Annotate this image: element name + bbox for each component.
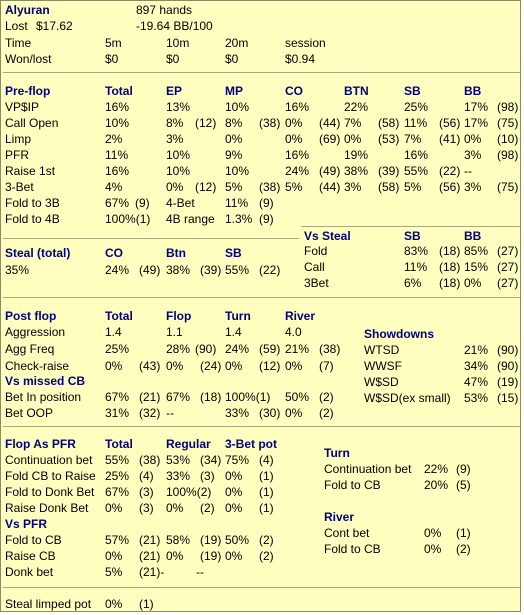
preflop-row-cell: 19%: [344, 148, 369, 162]
preflop-row-cell: 7%: [404, 132, 422, 146]
postflop-heading-cell: Total: [105, 309, 133, 323]
vs-steal-row-cell: (27): [497, 276, 519, 290]
preflop-row-cell: 55%: [404, 164, 429, 178]
flop-pfr-row-cell: (1): [259, 485, 274, 499]
flop-pfr-row-cell: (4): [139, 469, 154, 483]
preflop-row-cell: Fold to 3B: [5, 196, 60, 210]
preflop-row-cell: 0%: [166, 180, 184, 194]
flop-pfr-row-cell: 0%: [225, 485, 243, 499]
preflop-heading-cell: Total: [105, 84, 133, 98]
preflop-row-cell: 10%: [166, 148, 191, 162]
postflop-row-cell: 1.1: [166, 325, 183, 339]
preflop-row-cell: 16%: [285, 148, 310, 162]
river-row-cell: Cont bet: [324, 526, 370, 540]
postflop-heading-cell: Post flop: [5, 309, 57, 323]
postflop-row-cell: 1.4: [105, 325, 122, 339]
preflop-row-cell: 10%: [225, 164, 250, 178]
preflop-row-cell: 0%: [464, 132, 482, 146]
vs-pfr-row-cell: --: [196, 565, 204, 579]
steal-limped-row-cell: Steal limped pot: [5, 597, 92, 611]
vs-pfr-row-cell: (21): [139, 549, 161, 563]
vs-pfr-row-cell: (21)-: [139, 565, 165, 579]
won-row-cell: $0: [225, 52, 239, 66]
postflop-row-cell: 0%: [225, 359, 243, 373]
flop-pfr-row-cell: 67%: [105, 485, 130, 499]
showdowns-row-cell: WWSF: [364, 359, 402, 373]
preflop-row-cell: (12): [195, 116, 217, 130]
section-divider: [3, 238, 299, 239]
vs-pfr-row-cell: (2): [259, 549, 274, 563]
preflop-row-cell: (9): [135, 196, 150, 210]
preflop-row-cell: 16%: [404, 148, 429, 162]
preflop-row-cell: 0%: [285, 116, 303, 130]
preflop-row-cell: (22): [439, 164, 461, 178]
missed-cb-row-cell: (2): [319, 406, 334, 420]
preflop-row-cell: 3-Bet: [5, 180, 34, 194]
bb-per-100: -19.64 BB/100: [136, 19, 213, 33]
preflop-row-cell: VP$IP: [5, 100, 40, 114]
steal-row-cell: (22): [259, 263, 281, 277]
postflop-row-cell: 25%: [105, 342, 130, 356]
steal-heading-cell: Btn: [166, 246, 186, 260]
preflop-row-cell: (69): [319, 132, 341, 146]
preflop-row-cell: 0%: [344, 132, 362, 146]
vs-steal-row-cell: 15%: [464, 260, 489, 274]
steal-limped-row-cell: 0%: [105, 597, 123, 611]
preflop-row-cell: (44): [319, 116, 341, 130]
vs-pfr-row-cell: Donk bet: [5, 565, 54, 579]
turn-row-cell: (9): [456, 462, 471, 476]
preflop-row-cell: (38): [259, 116, 281, 130]
preflop-row-cell: (56): [439, 116, 461, 130]
flop-pfr-row-cell: 0%: [105, 501, 123, 515]
section-divider: [3, 72, 520, 73]
missed-cb-row-cell: 50%: [285, 390, 310, 404]
flop-pfr-row-cell: Fold CB to Raise: [5, 469, 96, 483]
preflop-row-cell: (98): [497, 148, 519, 162]
postflop-row-cell: (59): [259, 342, 281, 356]
preflop-row-cell: 10%: [166, 164, 191, 178]
preflop-row-cell: 11%: [404, 116, 428, 130]
flop-pfr-row-cell: 25%: [105, 469, 130, 483]
preflop-row-cell: 5%: [404, 180, 422, 194]
preflop-row-cell: 16%: [105, 164, 130, 178]
preflop-row-cell: 100%(1): [105, 212, 151, 226]
turn-row-cell: (5): [456, 478, 471, 492]
steal-row-cell: 38%: [166, 263, 191, 277]
preflop-row-cell: 16%: [285, 100, 310, 114]
preflop-row-cell: 22%: [344, 100, 369, 114]
postflop-row-cell: 4.0: [285, 325, 302, 339]
vs-steal-row-cell: Fold: [304, 244, 328, 258]
preflop-row-cell: 3%: [464, 180, 482, 194]
steal-heading-cell: Steal (total): [5, 246, 71, 260]
flop-pfr-row-cell: 0%: [225, 501, 243, 515]
preflop-heading-cell: EP: [166, 84, 183, 98]
preflop-row-cell: 8%: [166, 116, 184, 130]
time-row-cell: 10m: [166, 36, 190, 50]
postflop-row-cell: Aggression: [5, 325, 66, 339]
won-row-cell: Won/lost: [5, 52, 52, 66]
river-row-cell: 0%: [424, 542, 442, 556]
preflop-row-cell: 17%: [464, 100, 489, 114]
flop-pfr-row-cell: 53%: [166, 453, 191, 467]
steal-row-cell: (49): [139, 263, 161, 277]
preflop-row-cell: (58): [378, 180, 400, 194]
vs-steal-row-cell: (18): [439, 244, 461, 258]
won-row-cell: $0.94: [285, 52, 316, 66]
river-row-cell: Fold to CB: [324, 542, 381, 556]
lost-amount: $17.62: [36, 19, 73, 33]
vs-steal-row-cell: (27): [497, 260, 519, 274]
preflop-row-cell: 5%: [285, 180, 303, 194]
flop-pfr-row-cell: 33%: [166, 469, 191, 483]
postflop-row-cell: (38): [319, 342, 341, 356]
postflop-row-cell: (7): [319, 359, 334, 373]
steal-row-cell: 24%: [105, 263, 130, 277]
postflop-row-cell: 28%: [166, 342, 191, 356]
missed-cb-heading: Vs missed CB: [5, 374, 86, 388]
preflop-row-cell: 11%: [105, 148, 129, 162]
preflop-row-cell: (41): [439, 132, 461, 146]
preflop-row-cell: (12): [195, 180, 217, 194]
preflop-row-cell: 0%: [285, 132, 303, 146]
missed-cb-row-cell: (2): [319, 390, 334, 404]
vs-pfr-row-cell: Fold to CB: [5, 533, 62, 547]
river-row-cell: 0%: [424, 526, 442, 540]
turn-row-cell: 20%: [424, 478, 449, 492]
preflop-row-cell: Fold to 4B: [5, 212, 60, 226]
vs-pfr-row-cell: 58%: [166, 533, 191, 547]
preflop-row-cell: 4B range: [166, 212, 215, 226]
won-row-cell: $0: [166, 52, 180, 66]
lost-label: Lost: [5, 19, 28, 33]
turn-row-cell: Fold to CB: [324, 478, 381, 492]
vs-pfr-row-cell: 0%: [225, 549, 243, 563]
turn-row-cell: 22%: [424, 462, 449, 476]
section-divider: [301, 226, 520, 227]
preflop-heading-cell: BTN: [344, 84, 369, 98]
won-row-cell: $0: [105, 52, 119, 66]
missed-cb-row-cell: 67%: [166, 390, 191, 404]
flop-pfr-row-cell: (3): [139, 485, 154, 499]
section-divider: [3, 297, 520, 298]
vs-steal-row-cell: Call: [304, 260, 325, 274]
preflop-row-cell: (75): [497, 180, 519, 194]
missed-cb-row-cell: Bet In position: [5, 390, 82, 404]
showdowns-row-cell: (90): [497, 359, 519, 373]
flop-pfr-row-cell: (1): [259, 469, 274, 483]
preflop-row-cell: 38%: [344, 164, 369, 178]
preflop-row-cell: 4%: [105, 180, 123, 194]
hands-count: 897 hands: [136, 3, 193, 17]
flop-pfr-row-cell: (34): [200, 453, 222, 467]
missed-cb-row-cell: (18): [200, 390, 222, 404]
showdowns-heading: Showdowns: [364, 327, 434, 341]
preflop-row-cell: 3%: [166, 132, 184, 146]
vs-steal-row-cell: 83%: [404, 244, 429, 258]
time-row-cell: 5m: [105, 36, 122, 50]
showdowns-row-cell: 21%: [464, 343, 489, 357]
river-heading: River: [324, 510, 355, 524]
flop-pfr-row-cell: (3): [139, 501, 154, 515]
postflop-row-cell: 24%: [225, 342, 250, 356]
preflop-row-cell: (9): [259, 212, 274, 226]
vs-steal-row-cell: 6%: [404, 276, 422, 290]
vs-pfr-row-cell: 0%: [105, 549, 123, 563]
showdowns-row-cell: (15): [497, 391, 519, 405]
preflop-row-cell: (49): [319, 164, 341, 178]
turn-row-cell: Continuation bet: [324, 462, 412, 476]
preflop-row-cell: 2%: [105, 132, 123, 146]
flop-pfr-row-cell: 100%(2): [166, 485, 212, 499]
postflop-row-cell: 21%: [285, 342, 310, 356]
flop-pfr-heading-cell: Flop As PFR: [5, 437, 76, 451]
section-divider: [3, 587, 520, 588]
flop-pfr-heading-cell: 3-Bet pot: [225, 437, 277, 451]
vs-pfr-row-cell: 5%: [105, 565, 123, 579]
missed-cb-row-cell: (30): [259, 406, 281, 420]
missed-cb-row-cell: 0%: [285, 406, 303, 420]
preflop-row-cell: (58): [378, 116, 400, 130]
river-row-cell: (1): [456, 526, 471, 540]
postflop-row-cell: 1.4: [225, 325, 242, 339]
steal-row-cell: 55%: [225, 263, 250, 277]
preflop-row-cell: (10): [497, 132, 519, 146]
vs-steal-row-cell: 85%: [464, 244, 489, 258]
postflop-row-cell: 0%: [166, 359, 184, 373]
vs-pfr-row-cell: (19): [200, 533, 222, 547]
preflop-row-cell: 10%: [225, 100, 250, 114]
preflop-row-cell: 24%: [285, 164, 310, 178]
flop-pfr-row-cell: (38): [139, 453, 161, 467]
showdowns-row-cell: 53%: [464, 391, 489, 405]
vs-pfr-heading: Vs PFR: [5, 517, 48, 531]
player-name: Alyuran: [5, 3, 50, 17]
preflop-row-cell: (53): [378, 132, 400, 146]
vs-steal-row-cell: 0%: [464, 276, 482, 290]
preflop-heading-cell: SB: [404, 84, 421, 98]
preflop-row-cell: 9%: [225, 148, 243, 162]
preflop-row-cell: Limp: [5, 132, 32, 146]
postflop-row-cell: (24): [200, 359, 222, 373]
preflop-row-cell: (75): [497, 116, 519, 130]
preflop-row-cell: 7%: [344, 116, 362, 130]
time-row-cell: Time: [5, 36, 32, 50]
missed-cb-row-cell: --: [166, 406, 174, 420]
showdowns-row-cell: W$SD(ex small): [364, 391, 451, 405]
vs-pfr-row-cell: (21): [139, 533, 161, 547]
flop-pfr-row-cell: Raise Donk Bet: [5, 501, 89, 515]
flop-pfr-heading-cell: Regular: [166, 437, 211, 451]
missed-cb-row-cell: 31%: [105, 406, 130, 420]
preflop-row-cell: 10%: [105, 116, 130, 130]
postflop-row-cell: (43): [139, 359, 161, 373]
vs-steal-heading-cell: Vs Steal: [304, 229, 351, 243]
preflop-heading-cell: Pre-flop: [5, 84, 51, 98]
missed-cb-row-cell: (21): [139, 390, 161, 404]
showdowns-row-cell: (19): [497, 375, 519, 389]
flop-pfr-row-cell: (2): [200, 501, 215, 515]
postflop-row-cell: 0%: [105, 359, 123, 373]
preflop-row-cell: 5%: [225, 180, 243, 194]
time-row-cell: 20m: [225, 36, 249, 50]
preflop-row-cell: 4-Bet: [166, 196, 195, 210]
preflop-row-cell: (44): [319, 180, 341, 194]
preflop-row-cell: Call Open: [5, 116, 59, 130]
flop-pfr-heading-cell: Total: [105, 437, 133, 451]
preflop-row-cell: (98): [497, 100, 519, 114]
preflop-row-cell: 8%: [225, 116, 243, 130]
flop-pfr-row-cell: Fold to Donk Bet: [5, 485, 95, 499]
flop-pfr-row-cell: (1): [259, 501, 274, 515]
preflop-heading-cell: CO: [285, 84, 303, 98]
postflop-heading-cell: Flop: [166, 309, 192, 323]
postflop-row-cell: (90): [195, 342, 217, 356]
postflop-row-cell: Agg Freq: [5, 342, 55, 356]
vs-steal-row-cell: (18): [439, 276, 461, 290]
steal-heading-cell: CO: [105, 246, 123, 260]
preflop-row-cell: 3%: [464, 148, 482, 162]
postflop-row-cell: Check-raise: [5, 359, 70, 373]
vs-pfr-row-cell: 50%: [225, 533, 250, 547]
preflop-row-cell: (38): [259, 180, 281, 194]
vs-pfr-row-cell: (2): [259, 533, 274, 547]
preflop-row-cell: 67%: [105, 196, 130, 210]
showdowns-row-cell: WTSD: [364, 343, 400, 357]
postflop-heading-cell: Turn: [225, 309, 251, 323]
section-divider: [3, 426, 520, 427]
flop-pfr-row-cell: Continuation bet: [5, 453, 93, 467]
vs-steal-row-cell: (27): [497, 244, 519, 258]
preflop-row-cell: 1.3%: [225, 212, 253, 226]
vs-steal-row-cell: 3Bet: [304, 276, 329, 290]
preflop-row-cell: 13%: [166, 100, 191, 114]
preflop-row-cell: 0%: [225, 132, 243, 146]
flop-pfr-row-cell: (4): [259, 453, 274, 467]
preflop-heading-cell: MP: [225, 84, 243, 98]
vs-pfr-row-cell: 0%: [166, 549, 184, 563]
missed-cb-row-cell: 33%: [225, 406, 250, 420]
preflop-row-cell: 25%: [404, 100, 429, 114]
preflop-row-cell: 16%: [105, 100, 130, 114]
preflop-row-cell: 17%: [464, 116, 489, 130]
flop-pfr-row-cell: (3): [200, 469, 215, 483]
missed-cb-row-cell: Bet OOP: [5, 406, 54, 420]
postflop-row-cell: (12): [259, 359, 281, 373]
showdowns-row-cell: W$SD: [364, 375, 399, 389]
preflop-row-cell: (9): [259, 196, 274, 210]
preflop-row-cell: Raise 1st: [5, 164, 56, 178]
vs-pfr-row-cell: Raise CB: [5, 549, 56, 563]
vs-pfr-row-cell: (19): [200, 549, 222, 563]
steal-row-cell: 35%: [5, 263, 30, 277]
showdowns-row-cell: (90): [497, 343, 519, 357]
showdowns-row-cell: 47%: [464, 375, 489, 389]
flop-pfr-row-cell: 0%: [166, 501, 184, 515]
river-row-cell: (2): [456, 542, 471, 556]
flop-pfr-row-cell: 75%: [225, 453, 250, 467]
time-row-cell: session: [285, 36, 326, 50]
preflop-row-cell: 3%: [344, 180, 362, 194]
flop-pfr-row-cell: 55%: [105, 453, 130, 467]
missed-cb-row-cell: 67%: [105, 390, 130, 404]
missed-cb-row-cell: 100%(1): [225, 390, 271, 404]
preflop-row-cell: 11%: [225, 196, 249, 210]
preflop-row-cell: PFR: [5, 148, 29, 162]
steal-heading-cell: SB: [225, 246, 242, 260]
showdowns-row-cell: 34%: [464, 359, 489, 373]
turn-heading: Turn: [324, 446, 350, 460]
preflop-row-cell: (39): [378, 164, 400, 178]
steal-row-cell: (39): [200, 263, 222, 277]
preflop-row-cell: --: [464, 164, 472, 178]
vs-pfr-row-cell: 57%: [105, 533, 130, 547]
postflop-row-cell: 0%: [285, 359, 303, 373]
vs-steal-heading-cell: BB: [464, 229, 482, 243]
flop-pfr-row-cell: 0%: [225, 469, 243, 483]
vs-steal-row-cell: 11%: [404, 260, 428, 274]
missed-cb-row-cell: (32): [139, 406, 161, 420]
vs-steal-row-cell: (18): [439, 260, 461, 274]
vs-steal-heading-cell: SB: [404, 229, 421, 243]
steal-limped-row-cell: (1): [139, 597, 154, 611]
preflop-heading-cell: BB: [464, 84, 482, 98]
preflop-row-cell: (56): [439, 180, 461, 194]
postflop-heading-cell: River: [285, 309, 316, 323]
